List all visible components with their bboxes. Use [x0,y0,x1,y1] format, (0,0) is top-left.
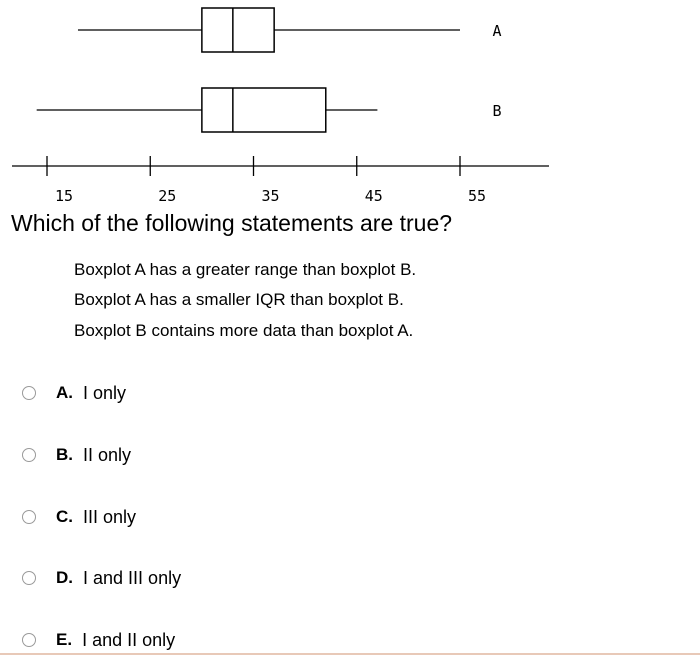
option-e[interactable] [22,625,175,655]
option-letter: E . [56,630,72,650]
option-letter: C . [56,507,73,527]
option-b[interactable] [22,440,131,470]
radio-button[interactable] [22,510,36,524]
option-text: I only [83,382,127,403]
radio-button[interactable] [22,633,36,647]
statement-text: Boxplot A has a smaller IQR than boxplot B. [74,290,404,309]
radio-button[interactable] [22,448,36,462]
option-a[interactable] [22,378,126,408]
axis-tick-label: 45 [364,187,383,205]
option-letter: B . [56,445,73,465]
axis-tick-label: 25 [158,187,177,205]
radio-button[interactable] [22,571,36,585]
statement-text: Boxplot A has a greater range than boxplot B. [74,260,417,279]
option-text: II only [83,444,132,465]
option-d[interactable] [22,563,181,593]
axis-tick-label: 55 [467,187,487,205]
statement-text: Boxplot B contains more data than boxplot A. [74,321,414,340]
axis-tick-label: 35 [261,187,280,205]
boxplot-a-label: A [492,22,502,40]
boxplot-a-box [202,8,274,52]
bottom-divider [0,653,700,655]
boxplot-b-label: B [492,102,502,120]
radio-button[interactable] [22,386,36,400]
option-text: I and III only [83,567,182,588]
axis-tick-label: 15 [54,187,74,205]
option-letter: A . [56,383,73,403]
option-c[interactable] [22,502,136,532]
option-text: III only [83,506,137,527]
boxplot-b-box [202,88,326,132]
option-text: I and II only [82,629,176,650]
question-text: Which of the following statements are true? [11,210,453,236]
boxplot-figure [0,0,700,210]
option-letter: D . [56,568,73,588]
